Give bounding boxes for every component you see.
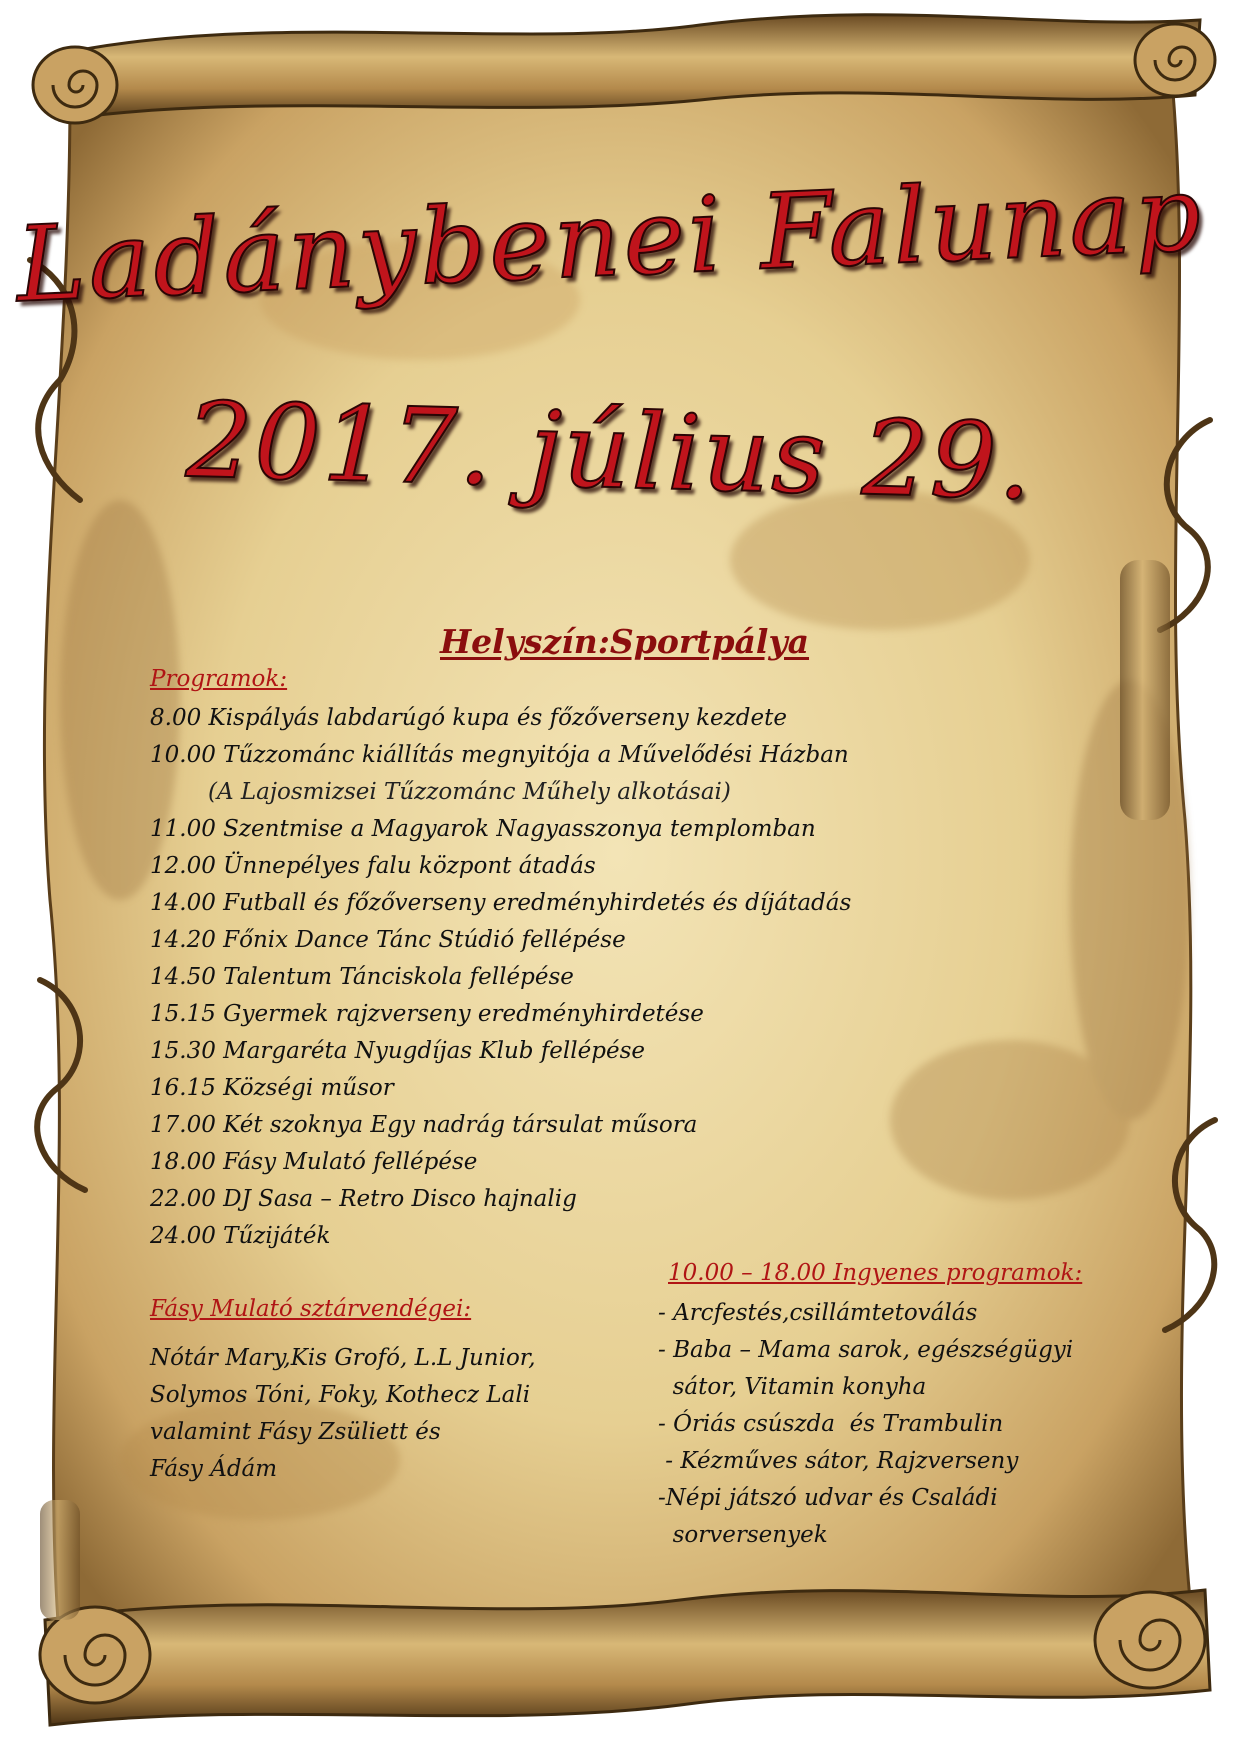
free-program-item: - Óriás csúszda és Trambulin — [658, 1411, 1004, 1437]
program-item: 22.00 DJ Sasa – Retro Disco hajnalig — [150, 1186, 577, 1212]
program-item: 24.00 Tűzijáték — [150, 1223, 331, 1249]
free-programs-heading: 10.00 – 18.00 Ingyenes programok: — [668, 1260, 1083, 1286]
free-program-item: - Kézműves sátor, Rajzverseny — [658, 1448, 1019, 1474]
program-item: 10.00 Tűzzománc kiállítás megnyitója a Művelődési Házban — [150, 742, 849, 768]
free-programs-list — [658, 1295, 1073, 1554]
program-note: (A Lajosmizsei Tűzzománc Műhely alkotásai) — [208, 779, 731, 805]
program-item: 14.00 Futball és főzőverseny eredményhirdetés és díjátadás — [150, 890, 852, 916]
program-item: 18.00 Fásy Mulató fellépése — [150, 1149, 478, 1175]
free-program-item: - Arcfestés,csillámtetoválás — [658, 1300, 978, 1326]
program-item: 15.30 Margaréta Nyugdíjas Klub fellépése — [150, 1038, 645, 1064]
bottom-scroll-roll — [45, 1590, 1210, 1725]
top-right-curl — [1135, 24, 1215, 96]
star-guests-heading: Fásy Mulató sztárvendégei: — [150, 1296, 472, 1322]
program-item: 12.00 Ünnepélyes falu központ átadás — [150, 853, 596, 879]
program-item: 17.00 Két szoknya Egy nadrág társulat műsora — [150, 1112, 698, 1138]
free-program-item: -Népi játszó udvar és Családi sorversenyek — [658, 1485, 998, 1548]
bottom-left-curl — [40, 1607, 150, 1703]
programs-list — [150, 700, 851, 1255]
venue-heading: Helyszín:Sportpálya — [440, 622, 810, 661]
bottom-right-curl — [1095, 1592, 1205, 1688]
program-item: 11.00 Szentmise a Magyarok Nagyasszonya templomban — [150, 816, 816, 842]
program-item: 16.15 Községi műsor — [150, 1075, 394, 1101]
programs-heading: Programok: — [150, 666, 288, 692]
program-item: 14.50 Talentum Tánciskola fellépése — [150, 964, 574, 990]
free-program-item: - Baba – Mama sarok, egészségügyi sátor, Vitamin konyha — [658, 1337, 1074, 1400]
star-guests-list: Nótár Mary,Kis Grofó, L.L Junior, Solymos Tóni, Foky, Kothecz Lali valamint Fásy Zsüliett és Fásy Ádám — [150, 1345, 536, 1482]
program-item: 14.20 Főnix Dance Tánc Stúdió fellépése — [150, 927, 626, 953]
program-item: 15.15 Gyermek rajzverseny eredményhirdetése — [150, 1001, 704, 1027]
top-left-curl — [33, 47, 117, 123]
poster-title: Ladánybenei Falunap — [13, 152, 1207, 326]
poster-date: 2017. július 29. — [184, 378, 1036, 524]
program-item: 8.00 Kispályás labdarúgó kupa és főzőverseny kezdete — [150, 705, 787, 731]
